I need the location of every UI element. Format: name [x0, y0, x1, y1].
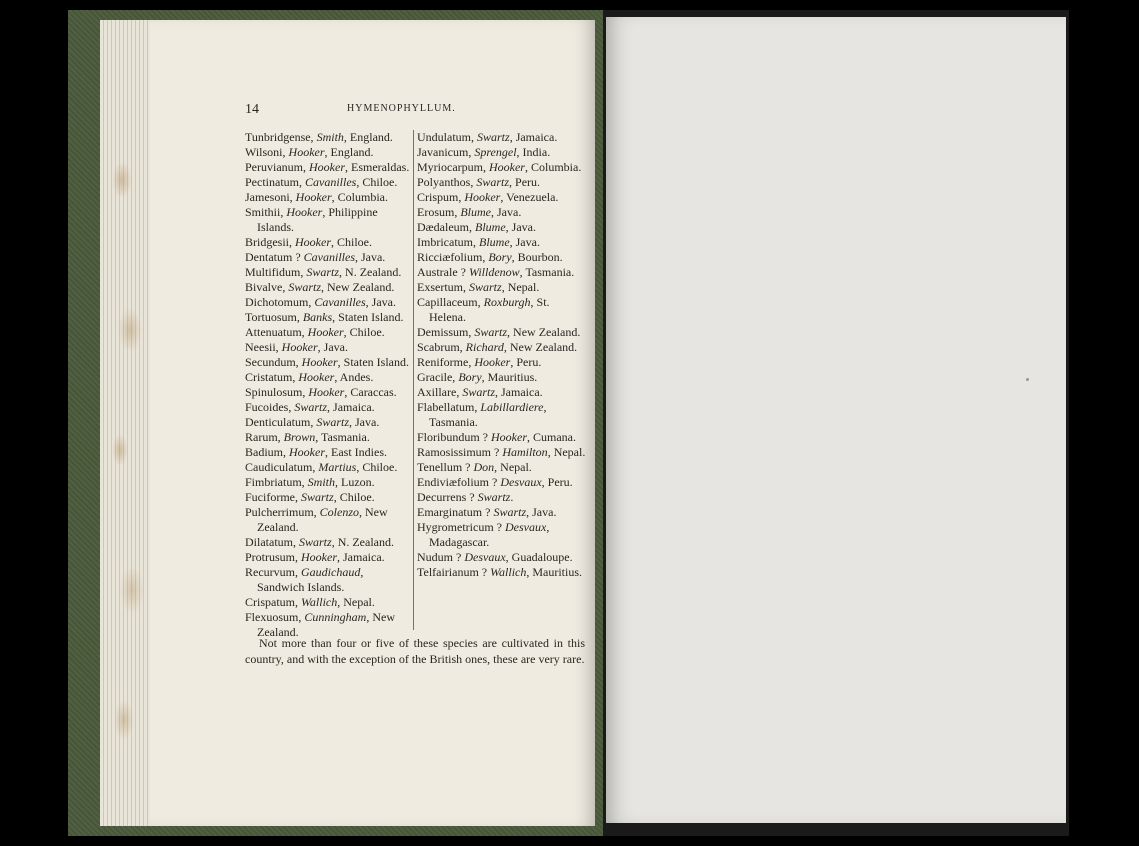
species-author: Bory: [458, 370, 482, 384]
species-locality: , Java.: [509, 235, 540, 249]
species-entry: [417, 235, 587, 250]
species-author: Labillardiere: [480, 400, 544, 414]
species-name: Gracile,: [417, 370, 459, 384]
species-name: Tunbridgense,: [245, 130, 317, 144]
species-name: Dichotomum,: [245, 295, 315, 309]
species-entry: [245, 490, 410, 505]
species-entry: [417, 400, 587, 430]
column-divider: [413, 130, 414, 630]
species-locality: , Luzon.: [335, 475, 375, 489]
species-entry: [245, 145, 410, 160]
species-name: Capillaceum,: [417, 295, 484, 309]
species-entry: [245, 505, 410, 535]
species-entry: [245, 400, 410, 415]
species-locality: , Andes.: [334, 370, 374, 384]
species-entry: [417, 520, 587, 550]
species-author: Swartz: [469, 280, 502, 294]
species-locality: , Jamaica.: [509, 130, 558, 144]
species-locality: , Chiloe.: [343, 325, 385, 339]
species-name: Ramosissimum ?: [417, 445, 503, 459]
species-entry: [417, 130, 587, 145]
species-name: Dilatatum,: [245, 535, 299, 549]
species-locality: , New Zealand.: [507, 325, 581, 339]
species-author: Hooker: [298, 370, 335, 384]
species-name: Attenuatum,: [245, 325, 308, 339]
species-name: Crispum,: [417, 190, 465, 204]
species-name: Multifidum,: [245, 265, 307, 279]
species-name: Caudiculatum,: [245, 460, 319, 474]
species-author: Banks: [302, 310, 333, 324]
species-name: Fimbriatum,: [245, 475, 308, 489]
species-author: Brown: [283, 430, 316, 444]
species-list-right: [417, 130, 587, 580]
species-name: Emarginatum ?: [417, 505, 494, 519]
species-name: Jamesoni,: [245, 190, 296, 204]
running-head: HYMENOPHYLLUM.: [347, 103, 456, 114]
species-entry: [245, 205, 410, 235]
species-entry: [245, 595, 410, 610]
species-entry: [417, 385, 587, 400]
species-author: Hooker: [308, 385, 345, 399]
species-entry: [245, 460, 410, 475]
species-name: Nudum ?: [417, 550, 465, 564]
species-locality: , Bourbon.: [511, 250, 563, 264]
species-entry: [417, 505, 587, 520]
species-name: Endiviæfolium ?: [417, 475, 501, 489]
species-name: Polyanthos,: [417, 175, 477, 189]
species-author: Don: [473, 460, 495, 474]
species-author: Hamilton: [502, 445, 548, 459]
species-author: Hooker: [301, 355, 338, 369]
species-locality: , Staten Island.: [337, 355, 409, 369]
species-name: Australe ?: [417, 265, 469, 279]
species-author: Hooker: [307, 325, 344, 339]
species-locality: , Caraccas.: [344, 385, 397, 399]
species-locality: , Philippine Islands.: [257, 205, 378, 234]
species-entry: [245, 235, 410, 250]
species-name: Telfairianum ?: [417, 565, 491, 579]
species-locality: , N. Zealand.: [339, 265, 402, 279]
species-name: Scabrum,: [417, 340, 466, 354]
species-entry: [245, 280, 410, 295]
species-author: Desvaux: [504, 520, 547, 534]
species-locality: , Sandwich Islands.: [257, 565, 364, 594]
species-entry: [417, 205, 587, 220]
species-locality: , New Zealand.: [503, 340, 578, 354]
species-author: Smith: [307, 475, 336, 489]
foxing-stains: [102, 120, 148, 770]
species-name: Flexuosum,: [245, 610, 305, 624]
species-author: Hooker: [295, 190, 332, 204]
species-name: Flabellatum,: [417, 400, 481, 414]
species-entry: [245, 415, 410, 430]
species-locality: , Nepal.: [337, 595, 375, 609]
species-name: Exsertum,: [417, 280, 469, 294]
species-name: Protrusum,: [245, 550, 302, 564]
species-entry: [417, 355, 587, 370]
species-name: Imbricatum,: [417, 235, 479, 249]
species-locality: , New Zealand.: [257, 505, 388, 534]
species-entry: [417, 160, 587, 175]
species-entry: [417, 430, 587, 445]
species-entry: [417, 460, 587, 475]
species-author: Hooker: [295, 235, 331, 249]
species-author: Swartz: [493, 505, 527, 519]
species-locality: , Java.: [365, 295, 396, 309]
species-locality: , Chiloe.: [333, 490, 375, 504]
species-author: Smith: [316, 130, 344, 144]
species-name: Secundum,: [245, 355, 302, 369]
page-number: 14: [245, 102, 259, 117]
species-entry: [245, 310, 410, 325]
species-author: Swartz: [288, 280, 322, 294]
species-entry: [245, 385, 410, 400]
species-author: Sprengel: [474, 145, 517, 159]
species-author: Swartz: [477, 130, 510, 144]
species-author: Roxburgh: [483, 295, 531, 309]
species-name: Undulatum,: [417, 130, 477, 144]
species-locality: , Java.: [491, 205, 522, 219]
species-author: Hooker: [488, 160, 525, 174]
species-author: Swartz: [301, 490, 334, 504]
species-entry: [245, 190, 410, 205]
species-author: Swartz: [476, 175, 510, 189]
species-locality: , Java.: [505, 220, 536, 234]
species-author: Swartz: [474, 325, 508, 339]
species-author: Gaudichaud: [301, 565, 361, 579]
species-name: Bivalve,: [245, 280, 289, 294]
species-locality: , Peru.: [510, 355, 542, 369]
species-name: Smithii,: [245, 205, 287, 219]
species-author: Hooker: [491, 430, 527, 444]
species-locality: , N. Zealand.: [331, 535, 394, 549]
species-name: Tortuosum,: [245, 310, 303, 324]
species-entry: [417, 370, 587, 385]
species-locality: , Chiloe.: [331, 235, 372, 249]
species-author: Cavanilles: [314, 295, 366, 309]
species-author: Willdenow: [468, 265, 520, 279]
species-locality: , Venezuela.: [500, 190, 559, 204]
species-author: Swartz: [316, 415, 350, 429]
species-locality: , Java.: [349, 415, 380, 429]
species-name: Axillare,: [417, 385, 463, 399]
species-locality: , Tasmania.: [429, 400, 547, 429]
species-locality: , Peru.: [541, 475, 573, 489]
species-locality: , Cumana.: [527, 430, 576, 444]
species-author: Hooker: [289, 445, 325, 459]
species-entry: [245, 295, 410, 310]
species-entry: [417, 280, 587, 295]
species-locality: , Chiloe.: [356, 460, 398, 474]
species-name: Fucoides,: [245, 400, 295, 414]
species-locality: , Mauritius.: [481, 370, 538, 384]
species-locality: , Jamaica.: [327, 400, 375, 414]
species-entry: [417, 550, 587, 565]
species-locality: , Peru.: [509, 175, 541, 189]
species-locality: , Mauritius.: [526, 565, 583, 579]
species-entry: [245, 370, 410, 385]
species-author: Blume: [460, 205, 491, 219]
species-name: Erosum,: [417, 205, 461, 219]
species-locality: , Nepal.: [547, 445, 586, 459]
species-name: Ricciæfolium,: [417, 250, 489, 264]
species-list-left: [245, 130, 410, 640]
species-entry: [245, 175, 410, 190]
species-entry: [417, 190, 587, 205]
species-locality: , Java.: [526, 505, 557, 519]
species-author: Hooker: [474, 355, 511, 369]
species-entry: [417, 445, 587, 460]
species-entry: [417, 340, 587, 355]
species-locality: , St. Helena.: [429, 295, 550, 324]
species-entry: [245, 130, 410, 145]
species-locality: , Java.: [354, 250, 386, 264]
species-entry: [417, 490, 587, 505]
species-name: Floribundum ?: [417, 430, 491, 444]
species-locality: , Nepal.: [501, 280, 540, 294]
species-entry: [245, 430, 410, 445]
species-name: Recurvum,: [245, 565, 301, 579]
species-name: Spinulosum,: [245, 385, 309, 399]
species-author: Swartz: [477, 490, 511, 504]
species-entry: [417, 250, 587, 265]
species-name: Crispatum,: [245, 595, 301, 609]
species-entry: [245, 475, 410, 490]
species-entry: [417, 220, 587, 235]
species-entry: [245, 565, 410, 595]
species-name: Wilsoni,: [245, 145, 289, 159]
species-locality: , New Zealand.: [321, 280, 395, 294]
species-name: Tenellum ?: [417, 460, 474, 474]
species-name: Decurrens ?: [417, 490, 478, 504]
species-author: Cavanilles: [303, 250, 355, 264]
species-locality: , Chiloe.: [356, 175, 398, 189]
species-entry: [245, 550, 410, 565]
species-author: Cunningham: [304, 610, 367, 624]
species-locality: , India.: [516, 145, 551, 159]
species-entry: [245, 325, 410, 340]
species-entry: [417, 325, 587, 340]
species-locality: .: [510, 490, 514, 504]
species-locality: , East Indies.: [325, 445, 387, 459]
species-entry: [417, 175, 587, 190]
species-name: Neesii,: [245, 340, 282, 354]
species-locality: , Staten Island.: [332, 310, 404, 324]
species-author: Hooker: [288, 145, 325, 159]
species-author: Swartz: [462, 385, 496, 399]
species-name: Hygrometricum ?: [417, 520, 505, 534]
species-author: Martius: [318, 460, 357, 474]
species-author: Wallich: [490, 565, 527, 579]
species-author: Colenzo: [319, 505, 359, 519]
species-entry: [417, 145, 587, 160]
species-entry: [417, 475, 587, 490]
species-entry: [245, 340, 410, 355]
species-locality: , Jamaica.: [495, 385, 543, 399]
species-entry: [417, 265, 587, 280]
species-author: Bory: [488, 250, 512, 264]
species-locality: , England.: [324, 145, 374, 159]
species-locality: , Nepal.: [494, 460, 532, 474]
species-locality: , Esmeraldas.: [345, 160, 410, 174]
species-name: Reniforme,: [417, 355, 475, 369]
species-entry: [417, 295, 587, 325]
species-name: Rarum,: [245, 430, 284, 444]
species-name: Denticulatum,: [245, 415, 317, 429]
species-author: Hooker: [281, 340, 318, 354]
species-entry: [245, 250, 410, 265]
species-locality: , England.: [343, 130, 393, 144]
species-name: Fuciforme,: [245, 490, 301, 504]
species-author: Swartz: [306, 265, 340, 279]
right-page-blank: [606, 17, 1066, 823]
species-locality: , Jamaica.: [337, 550, 385, 564]
species-entry: [245, 265, 410, 280]
species-author: Hooker: [301, 550, 338, 564]
species-author: Blume: [475, 220, 506, 234]
species-entry: [245, 445, 410, 460]
species-entry: [245, 535, 410, 550]
species-author: Desvaux: [464, 550, 506, 564]
species-author: Blume: [478, 235, 510, 249]
species-locality: , Tasmania.: [315, 430, 370, 444]
species-locality: , Java.: [317, 340, 348, 354]
species-name: Dentatum ?: [245, 250, 304, 264]
species-name: Cristatum,: [245, 370, 299, 384]
species-name: Bridgesii,: [245, 235, 295, 249]
page-header: [245, 102, 585, 120]
species-name: Demissum,: [417, 325, 475, 339]
paper-speck: [1026, 378, 1029, 381]
species-locality: , Madagascar.: [429, 520, 550, 549]
species-name: Badium,: [245, 445, 289, 459]
species-name: Peruvianum,: [245, 160, 309, 174]
species-locality: , Columbia.: [524, 160, 582, 174]
species-locality: , Guadaloupe.: [505, 550, 573, 564]
species-author: Hooker: [464, 190, 501, 204]
species-entry: [245, 355, 410, 370]
species-author: Hooker: [309, 160, 345, 174]
species-name: Pulcherrimum,: [245, 505, 320, 519]
species-author: Cavanilles: [305, 175, 357, 189]
species-locality: , New Zealand.: [257, 610, 396, 639]
species-entry: [417, 565, 587, 580]
species-entry: [245, 160, 410, 175]
species-author: Hooker: [286, 205, 323, 219]
species-locality: , Columbia.: [331, 190, 389, 204]
species-name: Dædaleum,: [417, 220, 475, 234]
species-author: Swartz: [299, 535, 332, 549]
species-author: Desvaux: [500, 475, 542, 489]
species-name: Pectinatum,: [245, 175, 305, 189]
footnote: Not more than four or five of these species are cultivated in this country, and with the exception of the British ones, these are very rare.: [245, 636, 585, 666]
species-locality: , Tasmania.: [519, 265, 575, 279]
species-author: Wallich: [301, 595, 338, 609]
species-name: Myriocarpum,: [417, 160, 489, 174]
species-author: Richard: [465, 340, 504, 354]
species-name: Javanicum,: [417, 145, 475, 159]
species-author: Swartz: [294, 400, 328, 414]
